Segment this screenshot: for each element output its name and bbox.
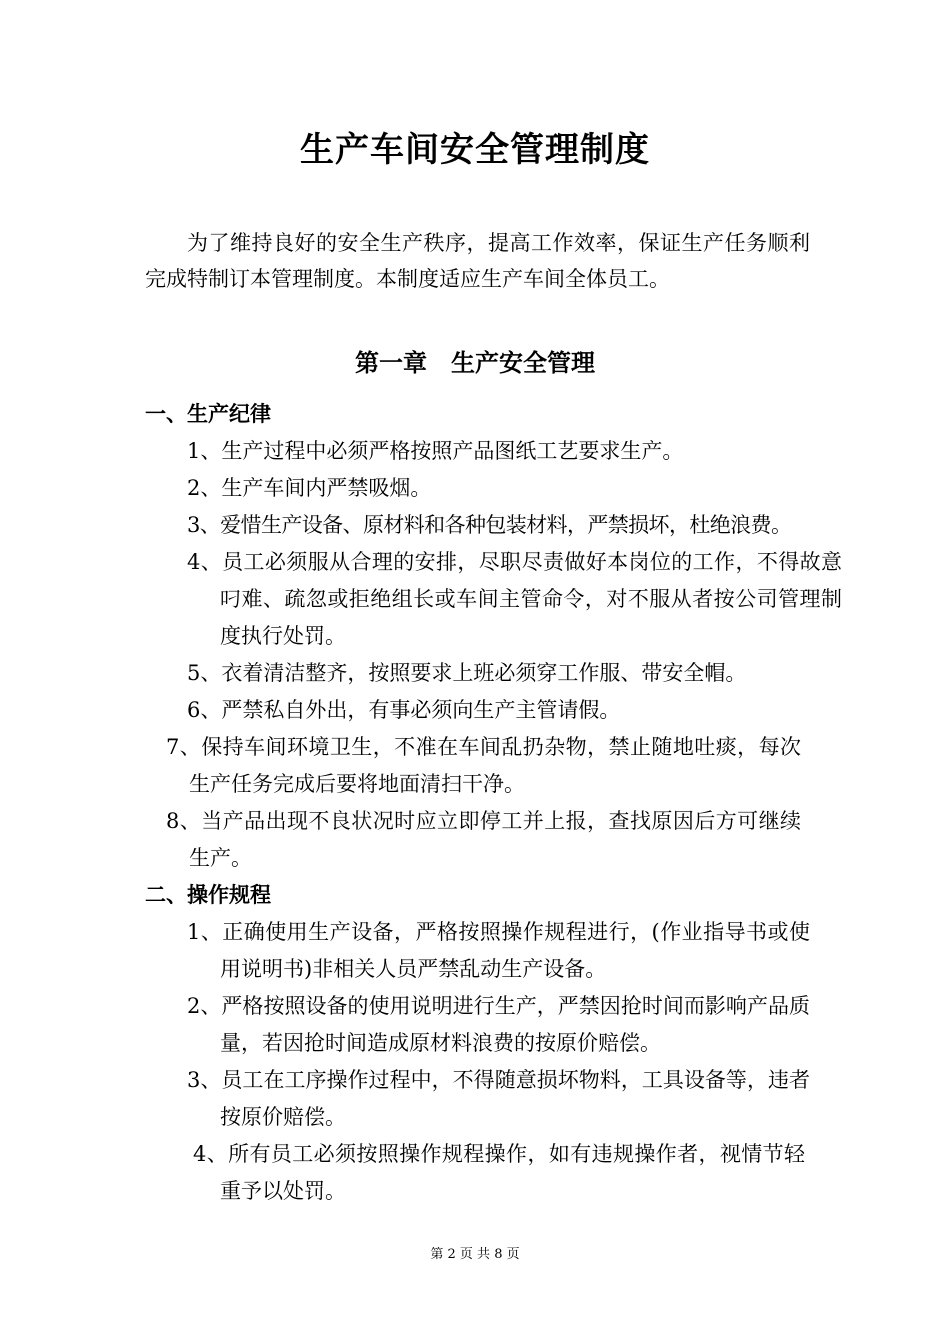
list-item: 8、当产品出现不良状况时应立即停工并上报，查找原因后方可继续生产。 <box>166 809 801 870</box>
chapter-heading: 第一章 生产安全管理 <box>355 348 595 377</box>
list-item: 2、生产车间内严禁吸烟。 <box>187 476 432 500</box>
list-item: 7、保持车间环境卫生，不准在车间乱扔杂物，禁止随地吐痰，每次生产任务完成后要将地面清扫干净。 <box>166 735 801 796</box>
list-item: 4、员工必须服从合理的安排，尽职尽责做好本岗位的工作，不得故意叼难、疏忽或拒绝组长或车间主管命令，对不服从者按公司管理制度执行处罚。 <box>187 550 842 648</box>
list-item: 5、衣着清洁整齐，按照要求上班必须穿工作服、带安全帽。 <box>187 661 747 685</box>
list-item: 3、爱惜生产设备、原材料和各种包装材料，严禁损坏，杜绝浪费。 <box>187 513 792 537</box>
list-item: 6、严禁私自外出，有事必须向生产主管请假。 <box>187 698 621 722</box>
document-title: 生产车间安全管理制度 <box>300 130 650 170</box>
section-heading-discipline: 一、生产纪律 <box>145 401 271 426</box>
page-number: 第 2 页 共 8 页 <box>430 1247 520 1262</box>
intro-paragraph: 为了维持良好的安全生产秩序，提高工作效率，保证生产任务顺利完成特制订本管理制度。本制度适应生产车间全体员工。 <box>145 231 810 291</box>
list-item: 4、所有员工必须按照操作规程操作，如有违规操作者，视情节轻重予以处罚。 <box>193 1142 805 1203</box>
list-item: 3、员工在工序操作过程中，不得随意损坏物料，工具设备等，违者按原价赔偿。 <box>187 1068 810 1129</box>
list-item: 1、正确使用生产设备，严格按照操作规程进行，(作业指导书或使用说明书)非相关人员严禁乱动生产设备。 <box>187 920 810 981</box>
list-item: 1、生产过程中必须严格按照产品图纸工艺要求生产。 <box>187 439 684 463</box>
list-item: 2、严格按照设备的使用说明进行生产，严禁因抢时间而影响产品质量，若因抢时间造成原材料浪费的按原价赔偿。 <box>187 994 810 1055</box>
section-heading-procedures: 二、操作规程 <box>145 882 271 907</box>
